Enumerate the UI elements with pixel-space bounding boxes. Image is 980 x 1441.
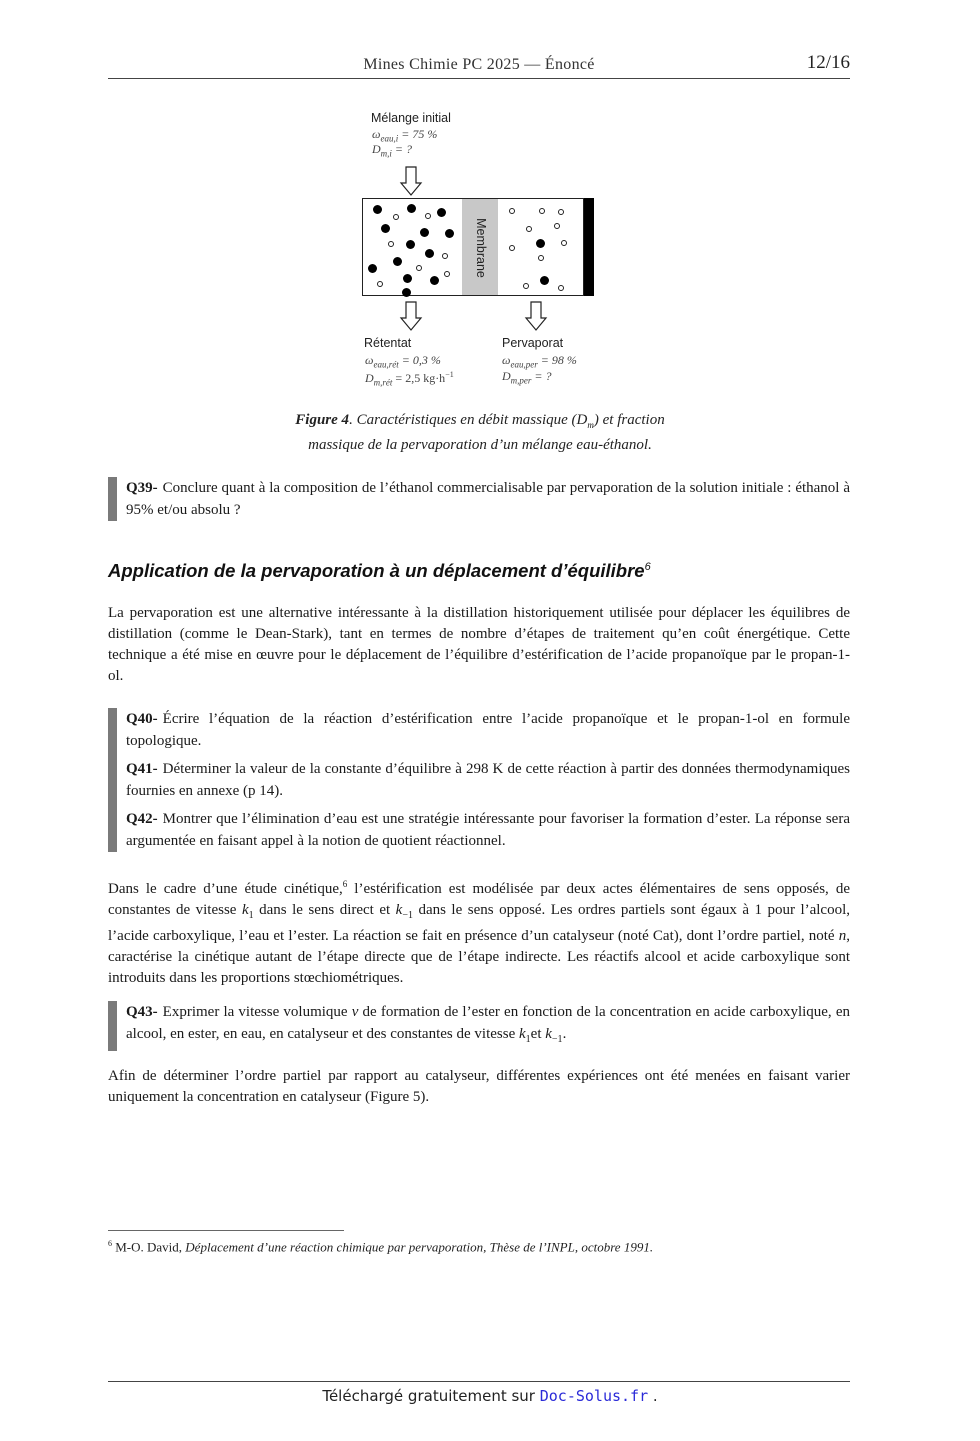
section-title: Application de la pervaporation à un déplacement d’équilibre$^6$ bbox=[108, 560, 651, 581]
footnote: $^6$ M-O. David, Déplacement d’une réaction chimique par pervaporation, Thèse de l’INPL, octobre 1991. bbox=[108, 1239, 654, 1255]
ethanol-molecule bbox=[430, 276, 439, 285]
question-q40: Q40- Écrire l’équation de la réaction d’estérification entre l’acide propanoïque et le propan-1-ol en formule topologique. bbox=[126, 711, 850, 749]
water-molecule bbox=[416, 265, 422, 271]
water-molecule bbox=[539, 208, 545, 214]
flow-permeate: $D_{m,per}$ = ? bbox=[502, 369, 552, 386]
footer-rule bbox=[108, 1381, 850, 1382]
arrow-down-icon bbox=[399, 166, 423, 196]
question-q41: Q41- Déterminer la valeur de la constante d’équilibre à 298 K de cette réaction à partir des données thermodynamiques fournies en annexe (p 14). bbox=[126, 761, 850, 799]
water-molecule bbox=[425, 213, 431, 219]
omega-permeate: $\omega_{eau,per} = 98$ % bbox=[502, 353, 577, 370]
omega-initial: $\omega_{eau,i} = 75$ % bbox=[372, 127, 438, 144]
water-molecule bbox=[526, 226, 532, 232]
ethanol-molecule bbox=[402, 288, 411, 297]
paragraph-kinetics: Dans le cadre d’une étude cinétique,$^6$ l’estérification est modélisée par deux actes élémentaires de sens opposés, de constantes de vitesse $k_1$ dans le sens direct et $k_{-1}$ dans le sens opposé. Les ordres partiels sont égaux à 1 pour l’alcool, l’acide carboxylique, l’eau et l’ester. La réaction se fait en présence d’un catalyseur (noté Cat), dont l’ordre partiel, noté n, caractérise la cinétique autant de l’étape directe que de l’étape indirecte. Les réactifs alcool et acide carboxylique sont introduits dans les proportions stœchiométriques. bbox=[108, 879, 851, 986]
figure-caption: Figure 4. Caractéristiques en débit massique $(D_m)$ et fraction massique de la pervaporation d’un mélange eau-éthanol. bbox=[295, 412, 665, 453]
question-block-q43 bbox=[108, 1001, 850, 1051]
question-block-q40-q42 bbox=[108, 708, 850, 852]
water-molecule bbox=[393, 214, 399, 220]
ethanol-molecule bbox=[420, 228, 429, 237]
water-molecule bbox=[509, 245, 515, 251]
ethanol-molecule bbox=[381, 224, 390, 233]
ethanol-molecule bbox=[536, 239, 545, 248]
water-molecule bbox=[509, 208, 515, 214]
arrow-down-icon bbox=[399, 301, 423, 331]
question-block-q39 bbox=[108, 477, 850, 521]
ethanol-molecule bbox=[368, 264, 377, 273]
question-q43: Q43- Exprimer la vitesse volumique v de formation de l’ester en fonction de la concentration en acide carboxylique, en alcool, en ester, en eau, en catalyseur et des constantes de vitesse $k_1et$ $k_{-1}$. bbox=[126, 1004, 850, 1045]
pervaporation-cell bbox=[362, 198, 584, 296]
question-q39: Q39- Conclure quant à la composition de l’éthanol commercialisable par pervaporation de la solution initiale : éthanol à 95% et/ou absolu ? bbox=[126, 480, 850, 518]
water-molecule bbox=[538, 255, 544, 261]
ethanol-molecule bbox=[406, 240, 415, 249]
ethanol-molecule bbox=[403, 274, 412, 283]
label-retentate: Rétentat bbox=[364, 336, 412, 350]
membrane-label: Membrane bbox=[474, 218, 488, 278]
paragraph-catalyst: Afin de déterminer l’ordre partiel par rapport au catalyseur, différentes expériences ont été menées en faisant varier uniquement la concentration en catalyseur (Figure 5). bbox=[108, 1068, 850, 1105]
water-molecule bbox=[444, 271, 450, 277]
water-molecule bbox=[561, 240, 567, 246]
ethanol-molecule bbox=[437, 208, 446, 217]
page-footer: Téléchargé gratuitement sur Doc-Solus.fr . bbox=[322, 1387, 658, 1405]
water-molecule bbox=[558, 285, 564, 291]
ethanol-molecule bbox=[393, 257, 402, 266]
ethanol-molecule bbox=[373, 205, 382, 214]
ethanol-molecule bbox=[445, 229, 454, 238]
label-permeate: Pervaporat bbox=[502, 336, 564, 350]
ethanol-molecule bbox=[540, 276, 549, 285]
water-molecule bbox=[442, 253, 448, 259]
flow-retentate: $D_{m,rét} = 2,5$ $kg\cdot h^{-1}$ bbox=[365, 370, 454, 388]
question-q42: Q42- Montrer que l’élimination d’eau est une stratégie intéressante pour favoriser la formation d’ester. La réponse sera argumentée en faisant appel à la notion de quotient réactionnel. bbox=[126, 811, 850, 849]
label-initial-mixture: Mélange initial bbox=[371, 111, 451, 125]
permeate-wall bbox=[584, 198, 594, 296]
paragraph-intro: La pervaporation est une alternative intéressante à la distillation historiquement utilisée pour déplacer les équilibres de distillation (comme le Dean-Stark), tant en termes de nombre d’étapes de traitement qu’en coût énergétique. Cette technique a été mise en œuvre pour le déplacement de l’équilibre d’estérification de l’acide propanoïque par le propan-1-ol. bbox=[108, 605, 850, 684]
footnote-rule bbox=[108, 1230, 344, 1231]
ethanol-molecule bbox=[425, 249, 434, 258]
flow-initial: $D_{m,i}$ = ? bbox=[372, 142, 413, 159]
water-molecule bbox=[523, 283, 529, 289]
page-number: 12/16 bbox=[806, 52, 850, 73]
ethanol-molecule bbox=[407, 204, 416, 213]
arrow-down-icon bbox=[524, 301, 548, 331]
figure-pervaporation bbox=[0, 0, 980, 460]
header-title: Mines Chimie PC 2025 — Énoncé bbox=[363, 56, 595, 73]
water-molecule bbox=[377, 281, 383, 287]
water-molecule bbox=[558, 209, 564, 215]
doc-solus-link[interactable]: Doc-Solus.fr bbox=[539, 1387, 649, 1405]
omega-retentate: $\omega_{eau,rét} = 0,3$ % bbox=[365, 353, 441, 370]
water-molecule bbox=[388, 241, 394, 247]
water-molecule bbox=[554, 223, 560, 229]
